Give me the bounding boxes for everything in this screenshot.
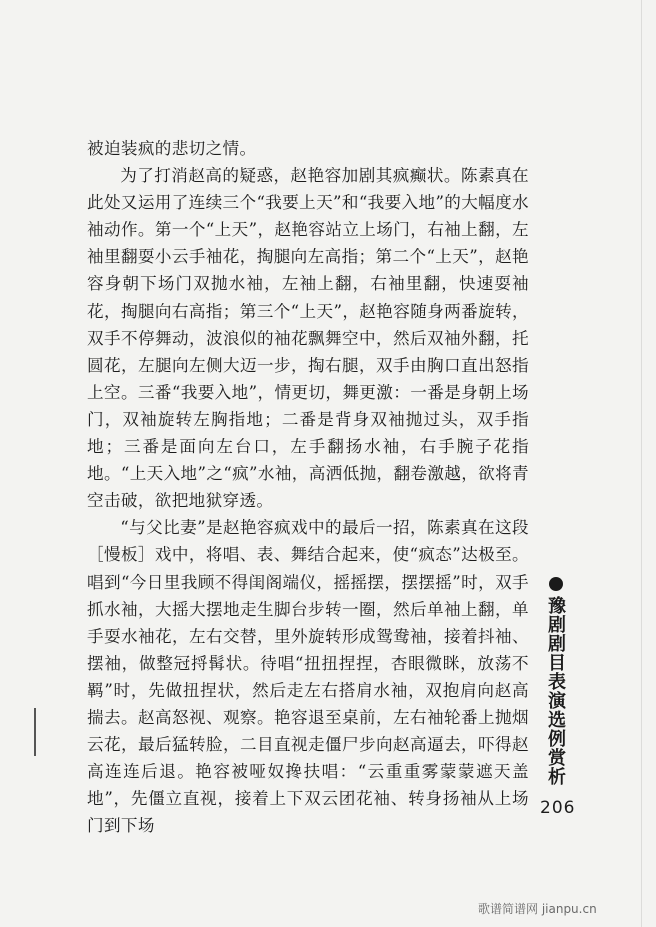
page-number: 206 [540,798,576,818]
running-title: 豫剧剧目表演选例赏析 [545,596,566,786]
watermark: 歌谱简谱网 jianpu.cn [478,902,597,916]
scan-edge [641,0,642,927]
paragraph-2: 为了打消赵高的疑惑，赵艳容加剧其疯癫状。陈素真在此处又运用了连续三个“我要上天”和“我要入地”的大幅度水袖动作。第一个“上天”，赵艳容站立上场门，右袖上翻，左袖里翻耍小云手袖花，掏腿向左高指；第二个“上天”，赵艳容身朝下场门双抛水袖，左袖上翻，右袖里翻，快速耍袖花，掏腿向右高指；第三个“上天”，赵艳容随身两番旋转，双手不停舞动，波浪似的袖花飘舞空中，然后双袖外翻，托圆花，左腿向左侧大迈一步，掏右腿，双手由胸口直出怒指上空。三番“我要入地”，情更切，舞更激：一番是身朝上场门，双袖旋转左胸指地；二番是背身双袖抛过头，双手指地；三番是面向左台口，左手翻扬水袖，右手腕子花指地。“上天入地”之“疯”水袖，高洒低抛，翻卷激越，欲将青空击破，欲把地狱穿透。 [87,166,529,511]
bullet-dot-icon [549,577,563,591]
paragraph-3: “与父比妻”是赵艳容疯戏中的最后一招，陈素真在这段［慢板］戏中，将唱、表、舞结合起来，使“疯态”达极至。唱到“今日里我顾不得闺阁端仪，摇摇摆，摆摆摇”时，双手抓水袖，大摇大摆地走生脚台步转一圈，然后单袖上翻，单手耍水袖花，左右交替，里外旋转形成鸳鸯袖，接着抖袖、摆袖，做整冠捋髯状。待唱“扭扭捏捏，杏眼微眯，放荡不羁”时，先做扭捏状，然后走左右搭肩水袖，双抱肩向赵高揣去。赵高怒视、观察。艳容退至桌前，左右袖轮番上抛烟云花，最后猛转脸，二目直视走僵尸步向赵高逼去，吓得赵高连连后退。艳容被哑奴搀扶唱：“云重重雾蒙蒙遮天盖地”，先僵立直视，接着上下双云团花袖、转身扬袖从上场门到下场 [87,518,529,836]
paragraph-1: 被迫装疯的悲切之情。 [87,139,257,158]
body-text [87,135,529,839]
margin-mark [34,708,36,756]
